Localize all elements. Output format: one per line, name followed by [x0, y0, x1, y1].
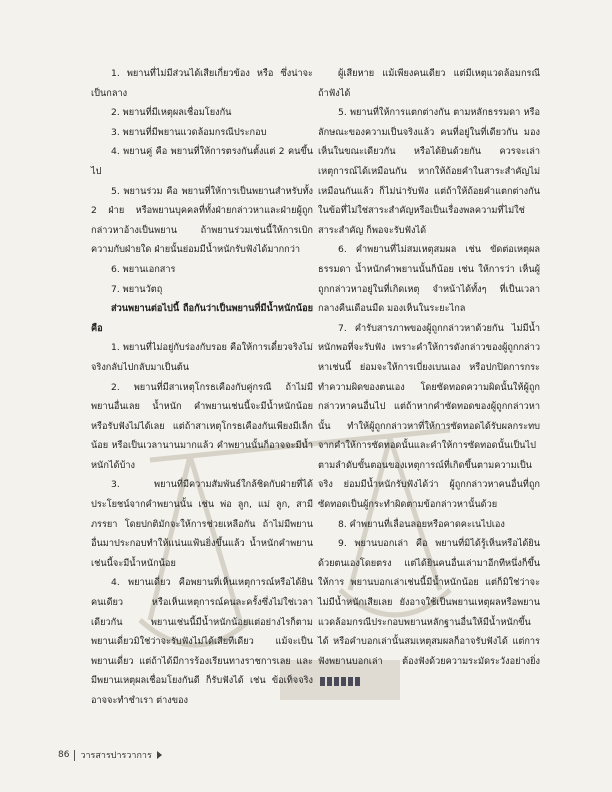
page-number: 86 — [58, 750, 70, 760]
left-column-paragraph: 4. พยานคู่ คือ พยานที่ให้การตรงกันตั้งแต่ 2 คนขึ้นไป — [91, 146, 313, 177]
left-column-paragraph: 3. พยานที่มีพยานแวดล้อมกรณีประกอบ — [111, 126, 267, 138]
left-column-paragraph: 4. พยานเดี่ยว คือพยานที่เห็นเหตุการณ์หรือได้ยินคนเดียว หรือเห็นเหตุการณ์คนละครั้งซึ่งไม่ใช่เวลาเดียวกัน พยานเช่นนี้มีน้ำหนักน้อยแต่อย่างไรก็ตาม พยานเดี่ยวมิใช่ว่าจะรับฟังไม่ได้เสียทีเดียว แม้จะเป็นพยานเดี่ยว แต่ถ้าได้มีการร้องเรียนทางราชการเลย และมีพยานเหตุผลเชื่อมโยงกันดี ก็รับฟังได้ เช่น ข้อเท็จจริงอาจจะทำชำเรา ต่างของ — [91, 577, 313, 706]
left-column — [91, 64, 313, 711]
left-column-paragraph: 7. พยานวัตถุ — [111, 283, 163, 295]
right-column-paragraph: 6. คำพยานที่ไม่สมเหตุสมผล เช่น ขัดต่อเหตุผลธรรมดา น้ำหนักคำพยานนั้นก็น้อย เช่น ให้การว่า เห็นผู้ถูกกล่าวหาอยู่ในที่เกิดเหตุ จำหน้าได้ทั้งๆ ที่เป็นเวลากลางคืนเดือนมืด มองเห็นในระยะไกล — [318, 244, 540, 315]
right-column-paragraph: 9. พยานบอกเล่า คือ พยานที่มิได้รู้เห็นหรือได้ยินด้วยตนเองโดยตรง แต่ได้ยินคนอื่นเล่ามาอีกทีหนึ่งก็ขึ้นให้การ พยานบอกเล่าเช่นนี้มีน้ำหนักน้อย แต่ก็มิใช่ว่าจะไม่มีน้ำหนักเสียเลย ยังอาจใช้เป็นพยานเหตุผลหรือพยานแวดล้อมกรณีประกอบพยานหลักฐานอื่นให้มีน้ำหนักขึ้นได้ หรือคำบอกเล่านั้นสมเหตุสมผลก็อาจรับฟังได้ แต่การฟังพยานบอกเล่า ต้องฟังด้วยความระมัดระวังอย่างยิ่ง — [318, 534, 540, 691]
signature-mark-icon — [318, 675, 362, 687]
left-column-paragraph: 3. พยานที่มีความสัมพันธ์ใกล้ชิดกับฝ่ายที่ได้ประโยชน์จากคำพยานนั้น เช่น พ่อ ลูก, แม่ ลูก, สามี ภรรยา โดยปกติมักจะให้การช่วยเหลือกัน ถ้าไม่มีพยานอื่นมาประกอบทำให้แน่นแฟ้นยิ่งขึ้นแล้ว น้ำหนักคำพยานเช่นนี้จะมีน้ำหนักน้อย — [91, 479, 313, 569]
right-column-paragraph: 7. คำรับสารภาพของผู้ถูกกล่าวหาด้วยกัน ไม่มีน้ำหนักพอที่จะรับฟัง เพราะคำให้การดังกล่าวของผู้ถูกกล่าวหาเช่นนี้ ย่อมจะให้การเบี่ยงเบนเอง หรือปกปิดการกระทำความผิดของตนเอง โดยซัดทอดความผิดนั้นให้ผู้ถูกกล่าวหาคนอื่นไป แต่ถ้าหากคำซัดทอดของผู้ถูกกล่าวหานั้น ทำให้ผู้ถูกกล่าวหาที่ให้การซัดทอดได้รับผลกระทบจากคำให้การซัดทอดนั้นและคำให้การซัดทอดนั้นเป็นไปตามลำดับขั้นตอนของเหตุการณ์ที่เกิดขึ้นตามความเป็นจริง ย่อมมีน้ำหนักรับฟังได้ว่า ผู้ถูกกล่าวหาคนอื่นที่ถูกซัดทอดเป็นผู้กระทำผิดตามข้อกล่าวหานั้นด้วย — [318, 322, 540, 511]
right-column — [318, 64, 540, 691]
left-column-paragraph: 1. พยานที่ไม่มีส่วนได้เสียเกี่ยวข้อง หรือ ซึ่งน่าจะเป็นกลาง — [91, 68, 313, 99]
left-column-paragraph: 1. พยานที่ไม่อยู่กับร่องกับรอย คือให้การเดี๋ยวจริงไม่จริงกลับไปกลับมาเป็นต้น — [91, 342, 313, 373]
footer-divider — [74, 750, 75, 761]
arrow-icon — [157, 751, 162, 759]
publication-title: วารสารปารวาการ — [80, 751, 152, 761]
right-column-paragraph: ผู้เสียหาย แม้เพียงคนเดียว แต่มีเหตุแวดล้อมกรณีถ้าฟังได้ — [318, 68, 540, 99]
left-column-paragraph: 2. พยานที่มีสาเหตุโกรธเคืองกับคู่กรณี ถ้าไม่มีพยานอื่นเลย น้ำหนัก คำพยานเช่นนี้จะมีน้ำหนักน้อย หรือรับฟังไม่ได้เลย แต่ถ้าสาเหตุโกรธเคืองกันเพียงมีเล็กน้อย หรือเป็นเวลานานมากแล้ว คำพยานนั้นก็อาจจะมีน้ำหนักได้บ้าง — [91, 381, 313, 471]
right-column-paragraph: 5. พยานที่ให้การแตกต่างกัน ตามหลักธรรมดา หรือลักษณะของความเป็นจริงแล้ว คนที่อยู่ในที่เดียวกัน มองเห็นในขณะเดียวกัน หรือได้ยินด้วยกัน ควรจะเล่าเหตุการณ์ได้เหมือนกัน หากให้ถ้อยคำในสาระสำคัญไม่เหมือนกันแล้ว ก็ไม่น่ารับฟัง แต่ถ้าให้ถ้อยคำแตกต่างกันในข้อที่ไม่ใช่สาระสำคัญหรือเป็นเรื่องพลความที่ไม่ใช่สาระสำคัญ ก็พอจะรับฟังได้ — [318, 107, 540, 236]
right-column-paragraph: 8. คำพยานที่เลื่อนลอยหรือคาดคะเนไปเอง — [338, 518, 505, 530]
left-column-paragraph: 5. พยานร่วม คือ พยานที่ให้การเป็นพยานสำหรับทั้ง 2 ฝ่าย หรือพยานบุคคลที่ทั้งฝ่ายกล่าวหาและฝ่ายผู้ถูกกล่าวหาอ้างเป็นพยาน ถ้าพยานร่วมเช่นนี้ให้การเบิกความกับฝ่ายใด ฝ่ายนั้นย่อมมีน้ำหนักรับฟังได้มากกว่า — [91, 185, 313, 256]
left-column-paragraph: 2. พยานที่มีเหตุผลเชื่อมโยงกัน — [111, 107, 232, 119]
left-column-paragraph: 6. พยานเอกสาร — [111, 263, 176, 275]
left-column-paragraph: ส่วนพยานต่อไปนี้ ถือกันว่าเป็นพยานที่มีน้ำหนักน้อย คือ — [91, 303, 313, 334]
page-footer — [58, 748, 162, 762]
